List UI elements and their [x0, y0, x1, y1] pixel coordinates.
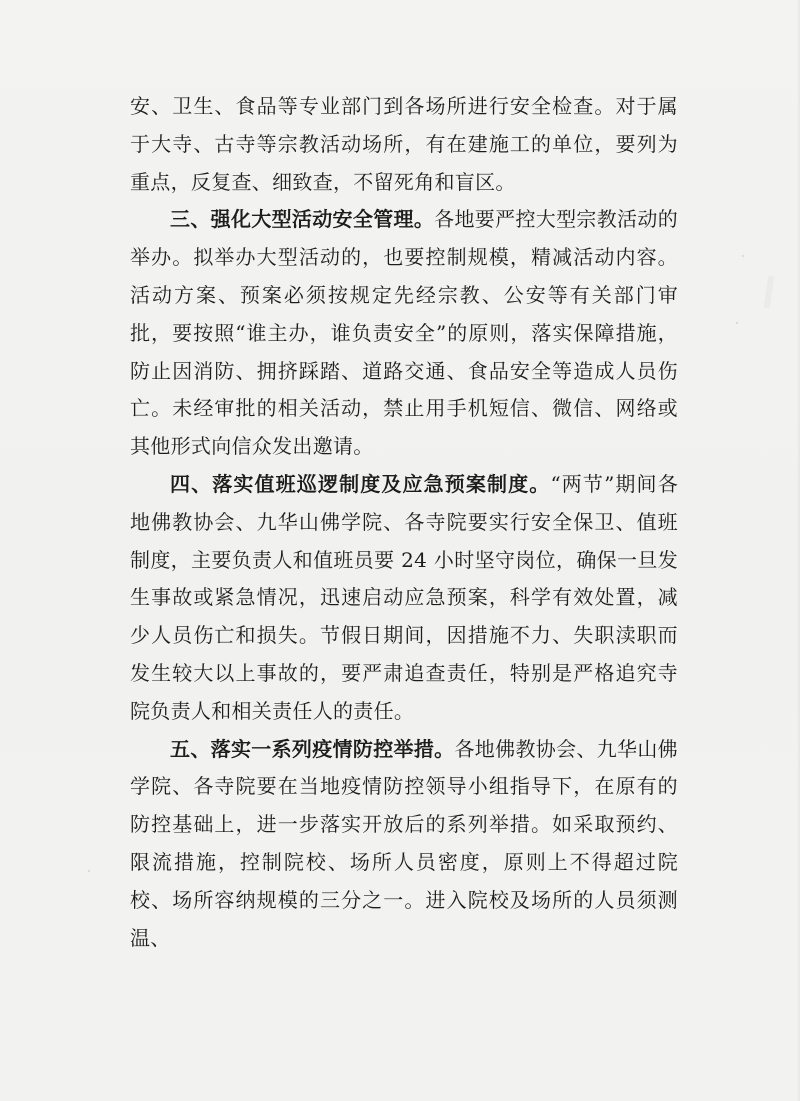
paragraph-4 — [130, 731, 678, 958]
section-heading-4: 四、落实值班巡逻制度及应急预案制度。 — [170, 471, 551, 496]
scan-speck — [736, 322, 738, 324]
paragraph-4-text: 各地佛教协会、九华山佛学院、各寺院要在当地疫情防控领导小组指导下，在原有的防控基础上，进一步落实开放后的系列举措。如采取预约、限流措施，控制院校、场所人员密度，原则上不得超过院校、场所容纳规模的三分之一。进入院校及场所的人员须测温、 — [130, 736, 678, 950]
paragraph-1-text: 安、卫生、食品等专业部门到各场所进行安全检查。对于属于大寺、古寺等宗教活动场所，有在建施工的单位，要列为重点，反复查、细致查，不留死角和盲区。 — [130, 94, 678, 194]
document-body — [130, 88, 678, 957]
scan-speck — [742, 255, 744, 257]
section-heading-3: 三、强化大型活动安全管理。 — [170, 207, 435, 232]
paragraph-2 — [130, 201, 678, 466]
paragraph-3 — [130, 466, 678, 731]
paragraph-2-text: 各地要严控大型宗教活动的举办。拟举办大型活动的，也要控制规模，精减活动内容。活动方案、预案必须按规定先经宗教、公安等有关部门审批，要按照“谁主办，谁负责安全”的原则，落实保障措施，防止因消防、拥挤踩踏、道路交通、食品安全等造成人员伤亡。未经审批的相关活动，禁止用手机短信、微信、网络或其他形式向信众发出邀请。 — [130, 207, 678, 459]
scan-mark — [764, 276, 774, 309]
scan-speck — [88, 870, 90, 872]
paragraph-1 — [130, 88, 678, 201]
section-heading-5: 五、落实一系列疫情防控举措。 — [170, 736, 455, 761]
paragraph-3-text: “两节”期间各地佛教协会、九华山佛学院、各寺院要实行安全保卫、值班制度，主要负责人和值班员要 24 小时坚守岗位，确保一旦发生事故或紧急情况，迅速启动应急预案，科学有效处置，减少人员伤亡和损失。节假日期间，因措施不力、失职渎职而发生较大以上事故的，要严肃追查责任，特别是严格追究寺院负责人和相关责任人的责任。 — [130, 471, 678, 723]
